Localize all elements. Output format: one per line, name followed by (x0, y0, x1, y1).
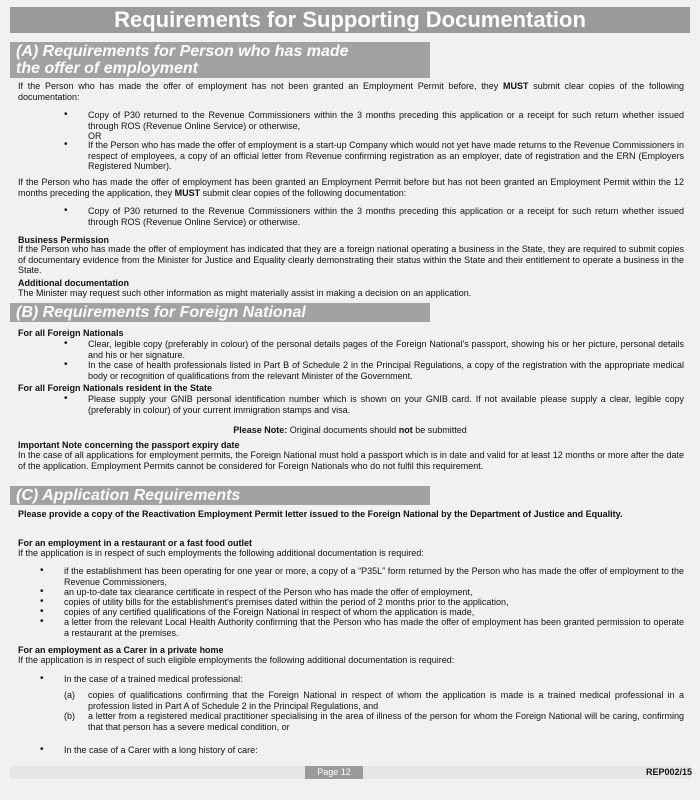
note-label: Please Note: (233, 425, 288, 435)
text-run: submit clear copies of the following documentation: (18, 81, 685, 102)
section-a-or: OR (88, 131, 102, 141)
page-number: Page 12 (305, 766, 363, 779)
additional-documentation-heading: Additional documentation (18, 278, 129, 288)
passport-expiry-text: In the case of all applications for employment permits, the Foreign National must hold a passport which is in date and valid for at least 12 months or more after the date of the application. Employment Permits cannot be considered for Foreign Nationals who do not fulfil this requirement. (18, 450, 684, 471)
bullet-icon: • (40, 586, 44, 597)
restaurant-bullet-tax: an up-to-date tax clearance certificate in respect of the Person who has made the offer of employment, (64, 587, 473, 597)
section-a-second-para (18, 177, 684, 198)
business-permission-text: If the Person who has made the offer of employment has indicated that they are a foreign national operating a business in the State, they are required to submit copies of documentary evidence from the Minister for Justice and Equality clearly demonstrating their status within the State and their entitlement to operate a business in the State. (18, 244, 684, 275)
text-run: If the Person who has made the offer of employment has been granted an Employment Permit before but has not been granted an Employment Permit within the 12 months preceding the application, they (18, 177, 684, 198)
passport-expiry-heading: Important Note concerning the passport expiry date (18, 440, 240, 450)
section-b-bullet-passport: Clear, legible copy (preferably in colour) of the personal details pages of the Foreign National’s passport, showing his or her picture, personal details and his or her signature. (88, 339, 684, 360)
restaurant-bullet-health-authority: a letter from the relevant Local Health Authority confirming that the Person who has made the offer of employment has been granted permission to operate a restaurant at the premises. (64, 617, 684, 638)
all-foreign-nationals-heading: For all Foreign Nationals (18, 328, 124, 338)
bullet-icon: • (64, 205, 68, 216)
bullet-icon: • (40, 565, 44, 576)
section-a-heading (10, 42, 430, 78)
carer-bullet-trained: In the case of a trained medical professional: (64, 674, 243, 684)
restaurant-bullet-p35l: if the establishment has been operating for one year or more, a copy of a “P35L” form returned by the Person who has made the offer of employment to the Revenue Commissioners, (64, 566, 684, 587)
bullet-icon: • (64, 109, 68, 120)
bullet-icon: • (40, 596, 44, 607)
carer-item-b-label: (b) (64, 711, 75, 721)
carer-item-b: a letter from a registered medical practitioner specialising in the area of illness of the person for whom the Foreign National will be caring, confirming that that person has a severe medical condition, or (88, 711, 684, 732)
carer-heading: For an employment as a Carer in a private home (18, 645, 224, 655)
carer-bullet-history: In the case of a Carer with a long history of care: (64, 745, 258, 755)
section-a-intro (18, 81, 684, 102)
bullet-icon: • (40, 673, 44, 684)
carer-item-a-label: (a) (64, 690, 75, 700)
text-run: be submitted (412, 425, 467, 435)
section-a-bullet-p30: Copy of P30 returned to the Revenue Commissioners within the 3 months preceding this application or a receipt for such return whether issued through ROS (Revenue Online Service) or otherwise, (88, 110, 684, 131)
section-a-heading-line2: the offer of employment (16, 60, 198, 77)
reactivation-note: Please provide a copy of the Reactivation Employment Permit letter issued to the Foreign National by the Department of Justice and Equality. (18, 509, 623, 519)
resident-heading: For all Foreign Nationals resident in the State (18, 383, 213, 393)
section-a-bullet-startup: If the Person who has made the offer of employment is a start-up Company which would not yet have made returns to the Revenue Commissioners in respect of employees, a copy of an official letter from Revenue confirming registration as an employer, date of registration and the ERN (Employers Registered Number). (88, 140, 684, 171)
text-run: submit clear copies of the following documentation: (200, 187, 407, 198)
restaurant-text: If the application is in respect of such employments the following additional documentation is required: (18, 548, 424, 558)
please-note (0, 425, 700, 436)
emphasis-must: MUST (503, 81, 529, 91)
bullet-icon: • (64, 338, 68, 349)
section-b-bullet-gnib: Please supply your GNIB personal identification number which is shown on your GNIB card. If not available please supply a clear, legible copy (preferably in colour) of your current immigration stamps and visa. (88, 394, 684, 415)
restaurant-bullet-utility: copies of utility bills for the establishment's premises dated within the period of 2 months prior to the application, (64, 597, 509, 607)
additional-documentation-text: The Minister may request such other information as might materially assist in making a decision on an application. (18, 288, 472, 298)
business-permission-heading: Business Permission (18, 235, 110, 245)
document-reference: REP002/15 (645, 767, 692, 777)
section-a-bullet-p30-second: Copy of P30 returned to the Revenue Commissioners within the 3 months preceding this application or a receipt for such return whether issued through ROS (Revenue Online Service) or otherwise. (88, 206, 684, 227)
emphasis-not: not (398, 425, 413, 435)
page-title: Requirements for Supporting Documentation (10, 7, 690, 33)
section-b-bullet-health: In the case of health professionals listed in Part B of Schedule 2 in the Principal Regulations, a copy of the registration with the appropriate medical body or recognition of qualifications from the relevant Minister of the Government. (88, 360, 684, 381)
bullet-icon: • (64, 393, 68, 404)
text-run: Original documents should (287, 425, 399, 435)
restaurant-heading: For an employment in a restaurant or a fast food outlet (18, 538, 253, 548)
carer-item-a: copies of qualifications confirming that the Foreign National in respect of whom the application is made is a trained medical professional in a profession listed in Part A of Schedule 2 in the Principal Regulations, and (88, 690, 684, 711)
bullet-icon: • (40, 744, 44, 755)
emphasis-must: MUST (174, 187, 201, 198)
section-c-heading: (C) Application Requirements (10, 486, 430, 505)
restaurant-bullet-qualifications: copies of any certified qualifications of the Foreign National in respect of whom the application is made, (64, 607, 475, 617)
text-run: If the Person who has made the offer of employment has not been granted an Employment Permit before, they (18, 81, 504, 91)
bullet-icon: • (64, 359, 68, 370)
bullet-icon: • (40, 616, 44, 627)
section-b-heading: (B) Requirements for Foreign National (10, 303, 430, 322)
bullet-icon: • (64, 139, 68, 150)
bullet-icon: • (40, 606, 44, 617)
carer-text: If the application is in respect of such eligible employments the following additional documentation is required: (18, 655, 455, 665)
section-a-heading-line1: (A) Requirements for Person who has made (16, 43, 349, 60)
